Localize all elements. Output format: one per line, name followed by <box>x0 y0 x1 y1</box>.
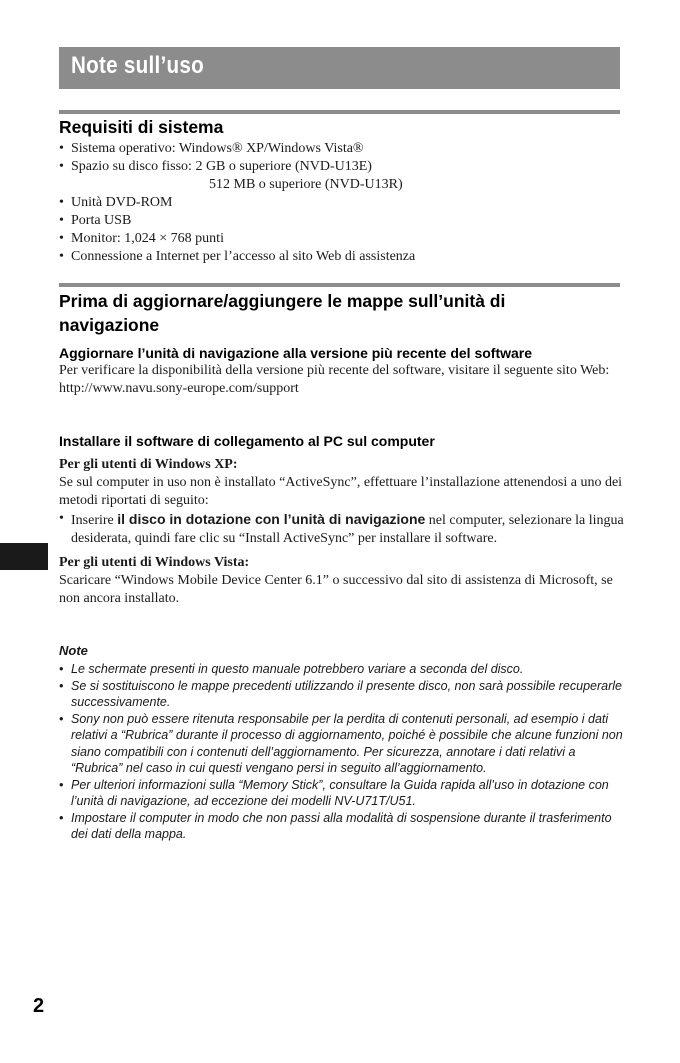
note-item: • Sony non può essere ritenuta responsabile per la perdita di contenuti personali, ad esempio i dati relativi a “Rubrica” durante il processo di aggiornamento, poiché è possibile che alcune funzioni non siano compatibili con i contenuti dell’aggiornamento. Per sicurezza, annotare i dati relativi a “Rubrica” nel caso in cui questi vengano persi in seguito all’aggiornamento. <box>59 711 629 777</box>
list-item: • Sistema operativo: Windows® XP/Windows Vista® <box>59 140 624 158</box>
note-item: • Impostare il computer in modo che non passi alla modalità di sospensione durante il trasferimento dei dati della mappa. <box>59 810 629 843</box>
subheading-update-software: Aggiornare l’unità di navigazione alla versione più recente del software <box>59 345 533 361</box>
page-number: 2 <box>33 995 45 1017</box>
notes-list <box>59 661 629 843</box>
install-software-body <box>59 456 624 608</box>
section-heading-system-requirements: Requisiti di sistema <box>59 117 224 137</box>
vista-users-label: Per gli utenti di Windows Vista: <box>59 555 250 570</box>
note-item: • Per ulteriori informazioni sulla “Memory Stick”, consultare la Guida rapida all’uso in dotazione con l’unità di navigazione, ad eccezione dei modelli NV-U71T/U51. <box>59 777 629 810</box>
list-item-continuation: 512 MB o superiore (NVD-U13R) <box>209 177 403 192</box>
paragraph: Scaricare “Windows Mobile Device Center 6.1” o successivo dal sito di assistenza di Microsoft, se non ancora installato. <box>59 573 613 606</box>
section-divider <box>59 110 620 114</box>
section-heading-line: Prima di aggiornare/aggiungere le mappe sull’unità di <box>59 291 506 311</box>
list-item: • Monitor: 1,024 × 768 punti <box>59 230 624 248</box>
list-item: • Unità DVD-ROM <box>59 194 624 212</box>
page-title: Note sull’uso <box>71 52 204 79</box>
list-item: • Spazio su disco fisso: 2 GB o superiore (NVD-U13E) <box>59 158 624 176</box>
bullet-text: nel computer, selezionare la lingua desiderata, quindi fare clic su “Install ActiveSync” per installare il software. <box>71 513 624 546</box>
notes-title: Note <box>59 643 88 658</box>
language-side-tab <box>0 543 48 570</box>
list-item: • Connessione a Internet per l’accesso al sito Web di assistenza <box>59 248 624 266</box>
title-bar <box>59 47 620 89</box>
paragraph: Se sul computer in uso non è installato “ActiveSync”, effettuare l’installazione attenendosi a uno dei metodi riportati di seguito: <box>59 475 623 508</box>
list-item: • Porta USB <box>59 212 624 230</box>
section-heading-update-maps <box>59 289 505 337</box>
note-item: • Se si sostituiscono le mappe precedenti utilizzando il presente disco, non sarà possibile recuperarle successivamente. <box>59 678 629 711</box>
list-item <box>59 510 624 548</box>
support-url: http://www.navu.sony-europe.com/support <box>59 381 299 396</box>
paragraph: Per verificare la disponibilità della versione più recente del software, visitare il seguente sito Web: <box>59 363 610 378</box>
system-requirements-list <box>59 140 624 266</box>
section-heading-line: navigazione <box>59 315 160 335</box>
subheading-install-pc-software: Installare il software di collegamento al PC sul computer <box>59 433 435 449</box>
section-divider <box>59 283 620 287</box>
note-item: • Le schermate presenti in questo manuale potrebbero variare a seconda del disco. <box>59 661 629 678</box>
bullet-text: Inserire <box>71 513 118 528</box>
xp-users-label: Per gli utenti di Windows XP: <box>59 457 238 472</box>
bullet-text-bold: il disco in dotazione con l’unità di navigazione <box>117 511 426 527</box>
update-software-paragraph <box>59 362 624 398</box>
